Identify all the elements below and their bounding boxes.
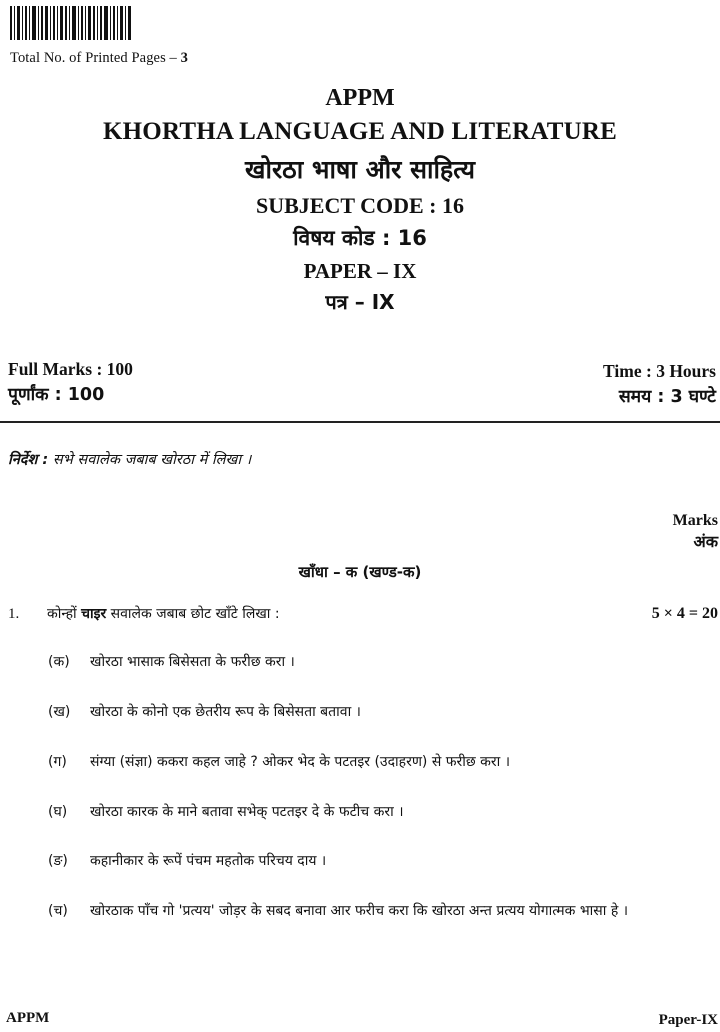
footer-exam: APPM (6, 1010, 50, 1026)
full-marks-hindi: पूर्णांक : 100 (8, 385, 105, 405)
barcode-graphic (10, 6, 131, 40)
marks-column-heading (673, 510, 718, 552)
subquestion (48, 645, 708, 679)
subquestion-label: (च) (48, 903, 68, 919)
time-allowed-hindi: समय : 3 घण्टे (618, 387, 716, 407)
question-text (47, 604, 280, 623)
instruction (8, 449, 251, 469)
subquestion (48, 795, 708, 829)
question-number: 1. (8, 606, 20, 622)
section-title: खाँधा – क (खण्ड-क) (298, 563, 422, 581)
footer-paper: Paper-IX (658, 1012, 718, 1028)
subject-code-hindi: विषय कोड : 16 (293, 226, 427, 250)
instruction-label: निर्देश : (8, 452, 49, 468)
time-allowed: Time : 3 Hours (603, 361, 716, 381)
subquestion (48, 844, 708, 878)
subject-title: KHORTHA LANGUAGE AND LITERATURE (103, 118, 617, 145)
marks-heading: Marks (672, 512, 718, 529)
subquestion-text: खोरठा कारक के माने बतावा सभेक् पटतइर दे के फटीच करा । (90, 804, 404, 820)
subquestion-text: खोरठा के कोनो एक छेतरीय रूप के बिसेसता बतावा । (90, 704, 361, 720)
subquestion-text: खोरठाक पाँच गो 'प्रत्यय' जोड़र के सबद बनावा आर फरीच करा कि खोरठा अन्त प्रत्यय योगात्मक भासा हे । (90, 903, 629, 919)
subquestion-text: संग्या (संज्ञा) ककरा कहल जाहे ? ओकर भेद के पटतइर (उदाहरण) से फरीछ करा । (90, 754, 511, 770)
paper-number-hindi: पत्र – IX (325, 290, 395, 314)
subquestion-label: (ख) (48, 704, 71, 720)
subquestion-label: (क) (48, 654, 70, 670)
subquestion-label: (घ) (48, 804, 68, 820)
exam-title: APPM (325, 85, 395, 111)
instruction-text: सभे सवालेक जबाब खोरठा में लिखा । (48, 452, 252, 468)
question-text-bold: चाइर (81, 606, 107, 622)
subquestion (48, 894, 708, 928)
subject-title-hindi: खोरठा भाषा और साहित्य (245, 155, 475, 184)
header-divider (0, 421, 720, 423)
paper-number: PAPER – IX (303, 259, 417, 283)
paper-header (0, 82, 720, 317)
printed-pages-label: Total No. of Printed Pages – (10, 50, 181, 66)
subquestion (48, 695, 708, 729)
barcode (10, 6, 131, 40)
subquestion-label: (ग) (48, 754, 67, 770)
subquestion-label: (ङ) (48, 853, 68, 869)
full-marks-block (8, 356, 133, 408)
printed-pages-count: 3 (180, 50, 188, 66)
full-marks: Full Marks : 100 (8, 359, 133, 379)
subquestion-text: कहानीकार के रूपें पंचम महतोक परिचय दाय । (90, 853, 327, 869)
printed-pages-info (10, 50, 188, 67)
marks-heading-hindi: अंक (693, 532, 718, 551)
time-block (603, 358, 716, 410)
subject-code: SUBJECT CODE : 16 (255, 193, 465, 218)
subquestion-text: खोरठा भासाक बिसेसता के फरीछ करा । (90, 654, 295, 670)
question-text-prefix: कोन्हों (47, 606, 82, 622)
question-text-suffix: सवालेक जबाब छोट खाँटे लिखा : (106, 606, 280, 622)
subquestion (48, 745, 708, 779)
question-marks: 5 × 4 = 20 (651, 605, 718, 622)
